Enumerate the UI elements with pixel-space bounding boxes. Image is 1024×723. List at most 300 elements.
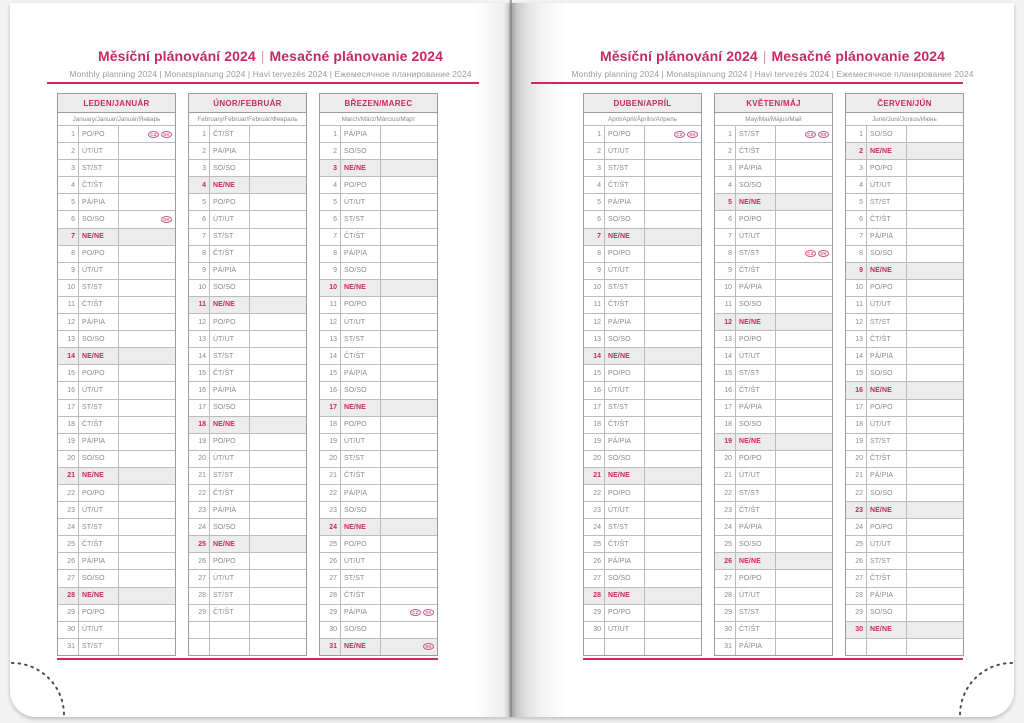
- day-number: 1: [189, 126, 210, 142]
- day-abbreviation: ÚT/UT: [79, 143, 119, 159]
- month-languages: April/April/Április/Апрель: [608, 115, 677, 123]
- day-number: 16: [320, 382, 341, 398]
- day-number: 7: [584, 229, 605, 245]
- day-abbreviation: PÁ/PIA: [867, 229, 907, 245]
- day-number: [584, 639, 605, 655]
- notes-cell: [907, 331, 963, 347]
- day-abbreviation: PÁ/PIA: [341, 246, 381, 262]
- notes-cell: [119, 177, 175, 193]
- day-number: 29: [320, 605, 341, 621]
- day-abbreviation: ČT/ŠT: [867, 570, 907, 586]
- day-abbreviation: ČT/ŠT: [79, 297, 119, 313]
- day-abbreviation: [210, 622, 250, 638]
- day-number: 7: [320, 229, 341, 245]
- day-row-sunday: [584, 347, 701, 364]
- day-number: 21: [320, 468, 341, 484]
- day-abbreviation: ST/ST: [79, 639, 119, 655]
- notes-cell: [776, 536, 832, 552]
- notes-cell: [907, 468, 963, 484]
- notes-cell: [907, 400, 963, 416]
- day-row-sunday: [584, 228, 701, 245]
- day-abbreviation: ČT/ŠT: [605, 536, 645, 552]
- day-number: 9: [189, 263, 210, 279]
- day-row: [58, 518, 175, 535]
- notes-cell: [381, 570, 437, 586]
- day-abbreviation: ČT/ŠT: [736, 622, 776, 638]
- page-gutter: [509, 0, 512, 717]
- notes-cell: [381, 263, 437, 279]
- day-abbreviation: PÁ/PIA: [605, 553, 645, 569]
- day-row: [846, 552, 963, 569]
- day-row: [189, 330, 306, 347]
- day-abbreviation: SO/SO: [736, 536, 776, 552]
- day-number: 22: [189, 485, 210, 501]
- notes-cell: [776, 417, 832, 433]
- day-abbreviation: PÁ/PIA: [736, 280, 776, 296]
- day-row: [715, 467, 832, 484]
- day-number: 15: [320, 365, 341, 381]
- notes-cell: [907, 263, 963, 279]
- day-number: 6: [846, 211, 867, 227]
- day-row: [715, 587, 832, 604]
- day-row: [189, 604, 306, 621]
- day-abbreviation: NE/NE: [867, 263, 907, 279]
- day-row: [189, 433, 306, 450]
- notes-cell: [250, 194, 306, 210]
- day-row: [320, 621, 437, 638]
- day-number: 7: [58, 229, 79, 245]
- notes-cell: [645, 143, 701, 159]
- notes-cell: [645, 639, 701, 655]
- day-row-sunday: [846, 142, 963, 159]
- notes-cell: [250, 451, 306, 467]
- day-row: [58, 245, 175, 262]
- notes-cell: [119, 143, 175, 159]
- day-abbreviation: SO/SO: [867, 605, 907, 621]
- day-number: 30: [58, 622, 79, 638]
- notes-cell: [645, 314, 701, 330]
- day-row: [58, 450, 175, 467]
- notes-cell: [250, 126, 306, 142]
- notes-cell: [907, 605, 963, 621]
- notes-cell: [381, 211, 437, 227]
- day-row: [846, 347, 963, 364]
- day-number: 28: [189, 588, 210, 604]
- notes-cell: [381, 194, 437, 210]
- notes-cell: [250, 211, 306, 227]
- notes-cell: [776, 519, 832, 535]
- day-row: [584, 125, 701, 142]
- notes-cell: [381, 348, 437, 364]
- day-number: 11: [58, 297, 79, 313]
- notes-cell: [776, 588, 832, 604]
- notes-cell: [381, 468, 437, 484]
- day-row: [715, 518, 832, 535]
- day-number: 3: [715, 160, 736, 176]
- day-number: 13: [715, 331, 736, 347]
- day-number: 22: [584, 485, 605, 501]
- day-abbreviation: ST/ST: [79, 160, 119, 176]
- day-row-sunday: [846, 501, 963, 518]
- notes-cell: [250, 417, 306, 433]
- holiday-badge-sk-icon: SK: [818, 250, 829, 257]
- day-row: [58, 330, 175, 347]
- day-number: 13: [320, 331, 341, 347]
- notes-cell: [119, 622, 175, 638]
- day-row: [58, 433, 175, 450]
- day-abbreviation: ÚT/UT: [79, 382, 119, 398]
- day-abbreviation: ST/ST: [341, 211, 381, 227]
- day-abbreviation: PO/PO: [605, 126, 645, 142]
- notes-cell: [907, 365, 963, 381]
- day-row: [584, 142, 701, 159]
- day-number: 8: [715, 246, 736, 262]
- day-number: 14: [715, 348, 736, 364]
- day-abbreviation: PÁ/PIA: [210, 263, 250, 279]
- month-name: ČERVEN/JÚN: [846, 94, 963, 113]
- notes-cell: [250, 588, 306, 604]
- notes-cell: [907, 417, 963, 433]
- day-abbreviation: PO/PO: [210, 194, 250, 210]
- notes-cell: [645, 451, 701, 467]
- day-row: [715, 125, 832, 142]
- day-row: [715, 210, 832, 227]
- day-number: 17: [58, 400, 79, 416]
- day-number: 13: [846, 331, 867, 347]
- day-row: [320, 228, 437, 245]
- day-row: [715, 501, 832, 518]
- day-row: [320, 364, 437, 381]
- day-number: 13: [58, 331, 79, 347]
- day-row: [715, 159, 832, 176]
- day-abbreviation: PO/PO: [736, 570, 776, 586]
- day-abbreviation: PO/PO: [79, 126, 119, 142]
- day-number: 26: [715, 553, 736, 569]
- day-abbreviation: ČT/ŠT: [210, 126, 250, 142]
- day-row: [189, 569, 306, 586]
- day-abbreviation: SO/SO: [341, 382, 381, 398]
- day-abbreviation: PÁ/PIA: [79, 434, 119, 450]
- day-row: [846, 159, 963, 176]
- notes-cell: [645, 553, 701, 569]
- notes-cell: [645, 177, 701, 193]
- day-row: [846, 279, 963, 296]
- day-abbreviation: ČT/ŠT: [605, 417, 645, 433]
- day-row: [846, 433, 963, 450]
- day-abbreviation: PO/PO: [605, 365, 645, 381]
- notes-cell: [381, 622, 437, 638]
- day-row: [584, 501, 701, 518]
- day-row-sunday: [58, 467, 175, 484]
- day-number: 5: [846, 194, 867, 210]
- notes-cell: [907, 246, 963, 262]
- day-abbreviation: ÚT/UT: [867, 297, 907, 313]
- day-abbreviation: SO/SO: [736, 297, 776, 313]
- day-number: 15: [715, 365, 736, 381]
- day-number: 15: [584, 365, 605, 381]
- notes-cell: [645, 519, 701, 535]
- notes-cell: [907, 553, 963, 569]
- day-row: [58, 296, 175, 313]
- day-row: [189, 347, 306, 364]
- day-row: [584, 245, 701, 262]
- day-row: [320, 501, 437, 518]
- notes-cell: [645, 246, 701, 262]
- day-row: [320, 467, 437, 484]
- day-number: 2: [189, 143, 210, 159]
- day-number: 3: [846, 160, 867, 176]
- day-abbreviation: NE/NE: [341, 519, 381, 535]
- notes-cell: [381, 246, 437, 262]
- notes-cell: [645, 434, 701, 450]
- day-number: 11: [189, 297, 210, 313]
- day-number: [189, 639, 210, 655]
- day-row: [584, 484, 701, 501]
- notes-cell: [776, 502, 832, 518]
- day-row: [846, 245, 963, 262]
- notes-cell: [645, 605, 701, 621]
- day-number: 14: [846, 348, 867, 364]
- notes-cell: [645, 297, 701, 313]
- day-abbreviation: ÚT/UT: [605, 143, 645, 159]
- notes-cell: [119, 605, 175, 621]
- day-row: [715, 450, 832, 467]
- notes-cell: [776, 348, 832, 364]
- day-row: [189, 501, 306, 518]
- day-abbreviation: ST/ST: [867, 553, 907, 569]
- day-row: [189, 399, 306, 416]
- day-row: [584, 210, 701, 227]
- day-number: 20: [58, 451, 79, 467]
- notes-cell: [776, 194, 832, 210]
- day-row: [189, 313, 306, 330]
- notes-cell: [119, 297, 175, 313]
- day-number: 10: [189, 280, 210, 296]
- day-number: 26: [584, 553, 605, 569]
- title-czech: Měsíční plánování 2024: [97, 48, 256, 64]
- notes-cell: [776, 365, 832, 381]
- day-number: 30: [320, 622, 341, 638]
- day-abbreviation: SO/SO: [341, 622, 381, 638]
- notes-cell: [645, 622, 701, 638]
- day-row: [846, 518, 963, 535]
- notes-cell: [119, 588, 175, 604]
- day-abbreviation: NE/NE: [605, 588, 645, 604]
- day-number: 3: [189, 160, 210, 176]
- day-abbreviation: ST/ST: [341, 570, 381, 586]
- day-abbreviation: PÁ/PIA: [736, 519, 776, 535]
- day-number: 12: [58, 314, 79, 330]
- day-row: [320, 552, 437, 569]
- notes-cell: [907, 160, 963, 176]
- day-row: [189, 245, 306, 262]
- notes-cell: [119, 211, 175, 227]
- notes-cell: [645, 382, 701, 398]
- day-number: 23: [715, 502, 736, 518]
- day-abbreviation: PÁ/PIA: [210, 502, 250, 518]
- day-abbreviation: NE/NE: [736, 553, 776, 569]
- day-row: [320, 210, 437, 227]
- day-number: 13: [584, 331, 605, 347]
- holiday-badge-cz-icon: CZ: [805, 131, 816, 138]
- day-row-sunday: [584, 467, 701, 484]
- day-abbreviation: PO/PO: [867, 519, 907, 535]
- holiday-badge-cz-icon: CZ: [148, 131, 159, 138]
- day-row: [320, 262, 437, 279]
- day-row: [58, 501, 175, 518]
- page-left: [10, 3, 511, 717]
- day-row: [846, 176, 963, 193]
- day-number: 29: [58, 605, 79, 621]
- notes-cell: [645, 126, 701, 142]
- day-row: [189, 125, 306, 142]
- day-number: 29: [189, 605, 210, 621]
- notes-cell: [381, 417, 437, 433]
- day-number: 27: [846, 570, 867, 586]
- day-row-sunday: [846, 381, 963, 398]
- day-number: 3: [58, 160, 79, 176]
- day-abbreviation: ČT/ŠT: [210, 605, 250, 621]
- day-number: 15: [58, 365, 79, 381]
- day-abbreviation: PÁ/PIA: [210, 143, 250, 159]
- notes-cell: [119, 160, 175, 176]
- day-abbreviation: SO/SO: [341, 263, 381, 279]
- day-row: [58, 176, 175, 193]
- notes-cell: [907, 348, 963, 364]
- month-name: DUBEN/APRÍL: [584, 94, 701, 113]
- day-number: 10: [584, 280, 605, 296]
- month-table: [583, 93, 702, 656]
- day-abbreviation: ÚT/UT: [736, 468, 776, 484]
- day-abbreviation: SO/SO: [605, 570, 645, 586]
- day-number: 2: [846, 143, 867, 159]
- day-row: [58, 416, 175, 433]
- notes-cell: [645, 485, 701, 501]
- notes-cell: [250, 468, 306, 484]
- day-abbreviation: ST/ST: [210, 588, 250, 604]
- holiday-badge-sk-icon: SK: [687, 131, 698, 138]
- day-row: [189, 552, 306, 569]
- day-number: 30: [715, 622, 736, 638]
- page-right: [511, 3, 1014, 717]
- day-row: [58, 125, 175, 142]
- holiday-badge-sk-icon: SK: [161, 131, 172, 138]
- notes-cell: [381, 451, 437, 467]
- day-row: [846, 399, 963, 416]
- notes-cell: [907, 229, 963, 245]
- month-languages: February/Februar/Február/Февраль: [197, 115, 298, 123]
- day-number: 21: [715, 468, 736, 484]
- day-abbreviation: ÚT/UT: [867, 536, 907, 552]
- day-row: [189, 484, 306, 501]
- day-number: 24: [846, 519, 867, 535]
- day-row-sunday: [715, 313, 832, 330]
- notes-cell: [250, 434, 306, 450]
- notes-cell: [776, 211, 832, 227]
- notes-cell: [907, 314, 963, 330]
- day-number: 26: [320, 553, 341, 569]
- day-row-sunday: [715, 193, 832, 210]
- notes-cell: [776, 434, 832, 450]
- day-row-sunday: [189, 416, 306, 433]
- day-row: [715, 569, 832, 586]
- day-abbreviation: ÚT/UT: [210, 211, 250, 227]
- day-abbreviation: NE/NE: [736, 194, 776, 210]
- notes-cell: [381, 434, 437, 450]
- notes-cell: [381, 382, 437, 398]
- day-row: [189, 228, 306, 245]
- notes-cell: [645, 468, 701, 484]
- day-number: 15: [846, 365, 867, 381]
- day-number: 13: [189, 331, 210, 347]
- day-abbreviation: ČT/ŠT: [867, 451, 907, 467]
- day-abbreviation: NE/NE: [341, 280, 381, 296]
- day-row: [584, 450, 701, 467]
- day-row: [189, 381, 306, 398]
- day-row: [715, 399, 832, 416]
- day-abbreviation: ST/ST: [79, 400, 119, 416]
- day-abbreviation: NE/NE: [210, 297, 250, 313]
- day-number: 18: [58, 417, 79, 433]
- day-number: 6: [58, 211, 79, 227]
- notes-cell: [119, 570, 175, 586]
- day-number: 12: [846, 314, 867, 330]
- day-abbreviation: SO/SO: [210, 280, 250, 296]
- page-subtitle: Monthly planning 2024 | Monatsplanung 2024 | Havi tervezés 2024 | Ежемесячное планирование 2024: [69, 69, 472, 79]
- day-abbreviation: ÚT/UT: [867, 177, 907, 193]
- day-row-sunday: [320, 518, 437, 535]
- day-row: [58, 569, 175, 586]
- day-number: 25: [58, 536, 79, 552]
- day-abbreviation: SO/SO: [341, 502, 381, 518]
- day-abbreviation: PÁ/PIA: [736, 639, 776, 655]
- day-abbreviation: PÁ/PIA: [341, 126, 381, 142]
- day-number: 20: [846, 451, 867, 467]
- empty-row: [189, 621, 306, 638]
- notes-cell: [776, 468, 832, 484]
- day-row-sunday: [189, 535, 306, 552]
- day-number: 29: [584, 605, 605, 621]
- day-abbreviation: SO/SO: [79, 211, 119, 227]
- day-row: [584, 364, 701, 381]
- notes-cell: [250, 229, 306, 245]
- day-abbreviation: PO/PO: [341, 536, 381, 552]
- notes-cell: [119, 331, 175, 347]
- day-row: [189, 450, 306, 467]
- day-abbreviation: PO/PO: [605, 246, 645, 262]
- notes-cell: [250, 605, 306, 621]
- day-number: 16: [846, 382, 867, 398]
- day-abbreviation: PO/PO: [736, 451, 776, 467]
- day-row-sunday: [320, 159, 437, 176]
- day-row: [715, 176, 832, 193]
- day-row: [715, 535, 832, 552]
- day-number: 14: [584, 348, 605, 364]
- day-number: 10: [715, 280, 736, 296]
- notes-cell: [776, 622, 832, 638]
- day-abbreviation: ÚT/UT: [79, 622, 119, 638]
- tear-off-perforation-right: [934, 625, 1014, 717]
- day-row: [320, 535, 437, 552]
- notes-cell: [250, 314, 306, 330]
- day-row: [584, 296, 701, 313]
- day-abbreviation: ČT/ŠT: [341, 588, 381, 604]
- day-abbreviation: NE/NE: [605, 348, 645, 364]
- day-number: 28: [715, 588, 736, 604]
- day-number: 11: [584, 297, 605, 313]
- day-number: 22: [715, 485, 736, 501]
- day-number: 4: [715, 177, 736, 193]
